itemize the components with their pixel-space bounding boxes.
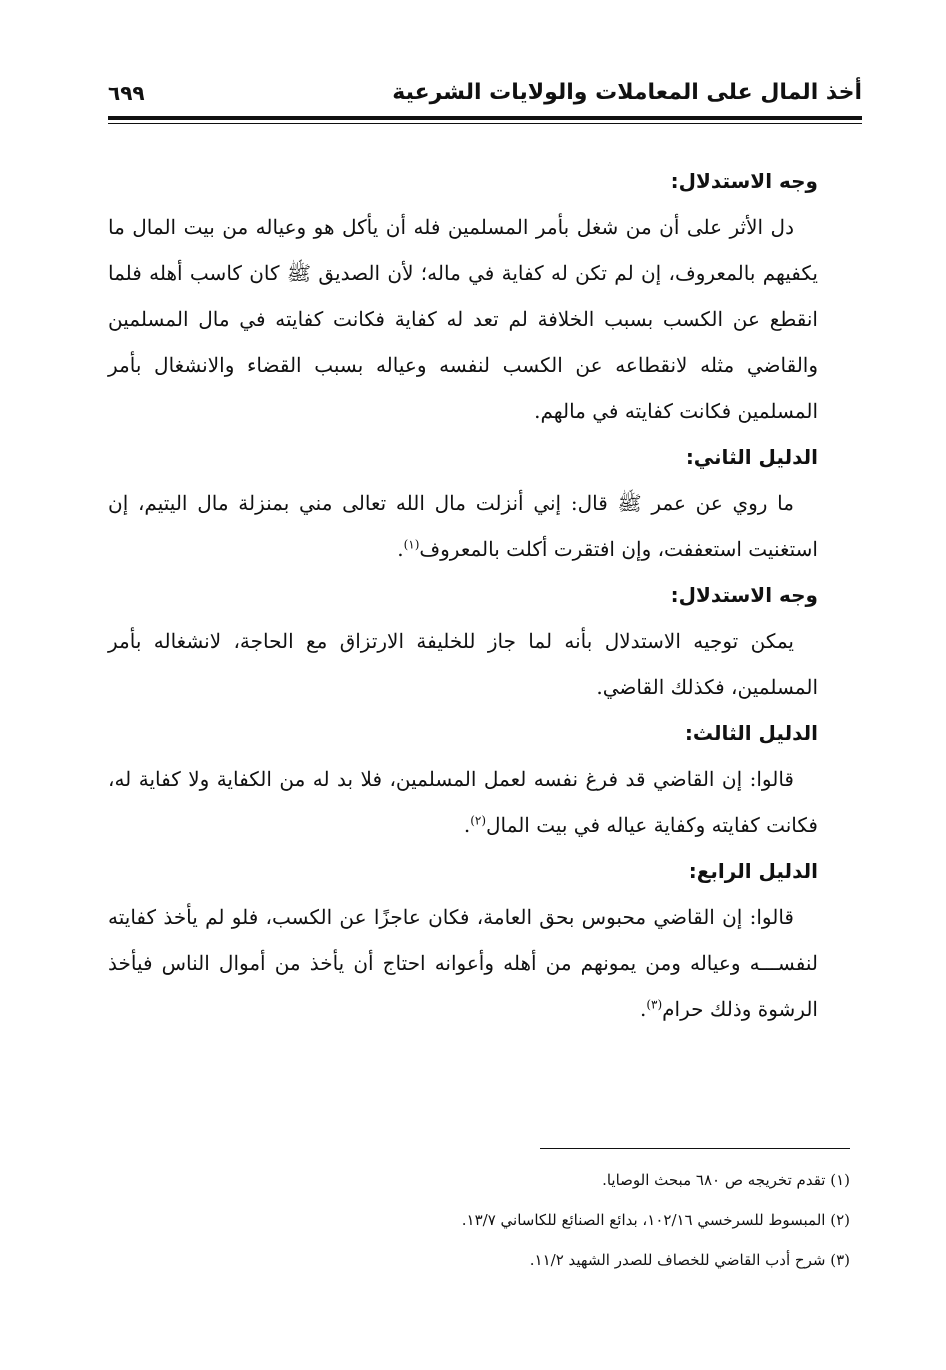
header-rule-thick	[108, 116, 862, 120]
body-text	[108, 158, 818, 1032]
footnote-3: (٣) شرح أدب القاضي للخصاف للصدر الشهيد ١١/٢.	[529, 1251, 850, 1269]
sentence-end: .	[397, 537, 404, 561]
paragraph	[108, 756, 818, 848]
footnote-separator	[540, 1148, 850, 1149]
running-header	[108, 78, 862, 112]
section-heading	[108, 158, 818, 204]
heading-text: الدليل الرابع:	[688, 859, 818, 883]
footnote-ref: (١)	[403, 537, 420, 552]
sentence-end: .	[463, 813, 471, 837]
heading-text: وجه الاستدلال:	[670, 583, 818, 607]
footnote-ref: (٢)	[470, 813, 487, 828]
footnote-1: (١) تقدم تخريجه ص ٦٨٠ مبحث الوصايا.	[602, 1171, 850, 1189]
paragraph	[108, 618, 818, 710]
paragraph	[108, 480, 818, 572]
paragraph-text: قالوا: إن القاضي قد فرغ نفسه لعمل المسلمين، فلا بد له من الكفاية ولا كفاية له، فكانت كفايته وكفاية عياله في بيت المال	[108, 767, 818, 837]
heading-text: وجه الاستدلال:	[670, 169, 818, 193]
heading-text: الدليل الثالث:	[684, 721, 818, 745]
section-heading	[108, 572, 818, 618]
paragraph-text: دل الأثر على أن من شغل بأمر المسلمين فله أن يأكل هو وعياله من بيت المال ما يكفيهم بالمعروف، إن لم تكن له كفاية في ماله؛ لأن الصديق ﷺ كان كاسب أهله فلما انقطع عن الكسب بسبب الخلافة لم تعد له كفاية فكانت كفايته في مال المسلمين والقاضي مثله لانقطاعه عن الكسب لنفسه وعياله بسبب القضاء والانشغال بأمر المسلمين فكانت كفايته في مالهم.	[108, 215, 818, 423]
footnote-ref: (٣)	[646, 997, 663, 1012]
paragraph	[108, 894, 818, 1032]
footnotes	[300, 1160, 850, 1280]
paragraph-text: يمكن توجيه الاستدلال بأنه لما جاز للخليفة الارتزاق مع الحاجة، لانشغاله بأمر المسلمين، فكذلك القاضي.	[108, 629, 818, 699]
header-rule-thin	[108, 123, 862, 124]
paragraph-text: ما روي عن عمر ﷺ قال: إني أنزلت مال الله تعالى مني بمنزلة مال اليتيم، إن استغنيت استعففت، وإن افتقرت أكلت بالمعروف	[108, 491, 818, 561]
section-heading	[108, 434, 818, 480]
heading-text: الدليل الثاني:	[685, 445, 818, 469]
section-heading	[108, 848, 818, 894]
header-title: أخذ المال على المعاملات والولايات الشرعية	[392, 80, 862, 105]
footnote-2: (٢) المبسوط للسرخسي ١٠٢/١٦، بدائع الصنائع للكاساني ١٣/٧.	[461, 1211, 850, 1229]
page-number: ٦٩٩	[108, 81, 145, 105]
section-heading	[108, 710, 818, 756]
paragraph-text: قالوا: إن القاضي محبوس بحق العامة، فكان عاجزًا عن الكسب، فلو لم يأخذ كفايته لنفســـه وعياله ومن يمونهم من أهله وأعوانه احتاج أن يأخذ من أموال الناس فيأخذ الرشوة وذلك حرام	[108, 905, 818, 1021]
paragraph	[108, 204, 818, 434]
sentence-end: .	[639, 997, 647, 1021]
